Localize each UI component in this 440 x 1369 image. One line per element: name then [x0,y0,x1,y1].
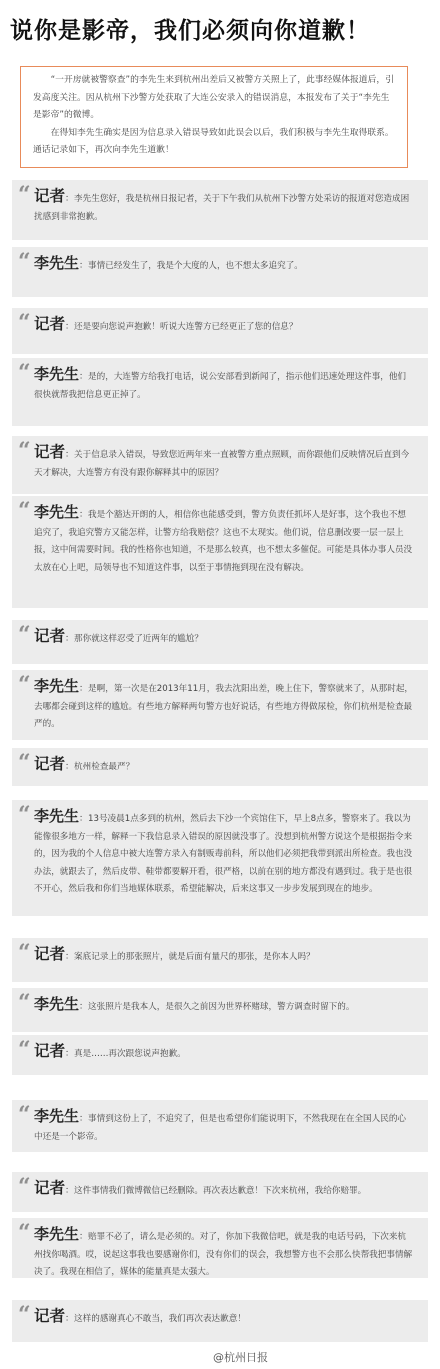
reporter-question [12,1172,428,1212]
reporter-question [12,308,428,354]
dialogue-line [34,1108,414,1146]
reporter-question [12,1300,428,1342]
speaker-name: 李先生 [34,503,80,521]
quote-mark-icon: “ [18,1302,31,1328]
quote-mark-icon: “ [18,438,31,464]
speaker-name: 李先生 [34,1225,80,1243]
speaker-colon: ： [65,322,75,332]
speaker-colon: ： [79,1232,89,1242]
quote-mark-icon: “ [18,360,31,386]
dialogue-line [34,1043,414,1064]
reporter-question [12,436,428,494]
dialogue-line [34,996,414,1017]
reporter-question [12,180,428,240]
speaker-name: 记者 [34,1179,66,1197]
speaker-name: 记者 [34,1307,66,1325]
source-watermark: @杭州日报 [213,1351,268,1364]
speaker-colon: ： [79,510,89,520]
speaker-name: 记者 [34,187,66,205]
dialogue-text: 关于信息录入错误，导致您近两年来一直被警方重点照顾，而你跟他们反映情况后直到今天才解决，大连警方有没有跟你解释其中的原因？ [34,450,410,478]
interviewee-answer [12,496,428,608]
speaker-colon: ： [79,684,89,694]
dialogue-line [34,444,414,482]
speaker-name: 李先生 [34,365,80,383]
speaker-name: 记者 [34,315,66,333]
speaker-name: 记者 [34,1042,66,1060]
dialogue-line [34,678,414,734]
dialogue-line [34,946,414,967]
speaker-colon: ： [79,261,89,271]
quote-mark-icon: “ [18,990,31,1016]
dialogue-text: 这件事情我们微博微信已经删除。再次表达歉意！下次来杭州，我给你赔罪。 [74,1186,367,1196]
page-title: 说你是影帝，我们必须向你道歉！ [10,18,370,44]
quote-mark-icon: “ [18,1037,31,1063]
speaker-colon: ： [65,1314,75,1324]
speaker-colon: ： [65,952,75,962]
quote-mark-icon: “ [18,182,31,208]
dialogue-line [34,1226,414,1282]
speaker-colon: ： [79,814,89,824]
dialogue-text: 13号凌晨1点多到的杭州，然后去下沙一个宾馆住下，早上8点多，警察来了。我以为能像很多地方一样，解释一下我信息录入错误的原因就没事了。没想到杭州警方说这个是根据指令来的，因为我的个人信息中被大连警方录入有制贩毒前科，所以他们必须把我带到派出所检查。我也没办法，就跟去了，然后皮带、鞋带都要解开看，很严格，以前在别的地方都没有遇到过。我于是也很不开心，然后我和你们当地媒体联系，希望能解决，后来这事又一步步发展到现在的地步。 [34,814,413,894]
dialogue-text: 李先生您好，我是杭州日报记者，关于下午我们从杭州下沙警方处采访的报道对您造成困扰感到非常抱歉。 [34,194,410,222]
dialogue-text: 赔罪不必了，请么是必须的。对了，你加下我微信吧，就是我的电话号码，下次来杭州找你喝酒。哎，说起这事我也要感谢你们，没有你们的误会，我想警方也不会那么快帮我把事情解决了。我现在相信了，媒体的能量真是太强大。 [34,1232,413,1277]
dialogue-line [34,808,414,899]
quote-mark-icon: “ [18,940,31,966]
dialogue-text: 我是个豁达开朗的人，相信你也能感受到，警方负责任抓坏人是好事，这个我也不想追究了，我追究警方又能怎样，让警方给我赔偿？这也不太现实。他们说，信息删改要一层一层上报，这中间需要时间。我的性格你也知道，不是那么较真，也不想太多催促。可能是具体办事人员没太放在心上吧，局领导也不知道这件事，以至于事情拖到现在没有解决。 [34,510,413,573]
dialogue-line [34,316,414,337]
dialogue-line [34,1308,414,1329]
intro-paragraph: 在得知李先生确实是因为信息录入错误导致如此误会以后，我们积极与李先生取得联系。通话记录如下，再次向李先生道歉！ [33,127,394,155]
dialogue-text: 是啊，第一次是在2013年11月，我去沈阳出差，晚上住下，警察就来了，从那时起，去哪都会碰到这样的尴尬。有些地方解释两句警方也好说话，有些地方得做尿检，你们杭州是检查最严的。 [34,684,414,729]
dialogue-text: 这张照片是我本人，是很久之前因为世界杯赌球，警方调查时留下的。 [88,1002,355,1012]
dialogue-line [34,756,414,777]
interviewee-answer [12,988,428,1032]
dialogue-text: 案底记录上的那张照片，就是后面有量尺的那张，是你本人吗？ [74,952,315,962]
speaker-colon: ： [65,762,75,772]
quote-mark-icon: “ [18,672,31,698]
dialogue-text: 那你就这样忍受了近两年的尴尬？ [74,634,203,644]
dialogue-line [34,188,414,226]
quote-mark-icon: “ [18,1220,31,1246]
reporter-question [12,1035,428,1075]
dialogue-text: 真是……再次跟您说声抱歉。 [74,1049,186,1059]
interviewee-answer [12,1100,428,1152]
speaker-colon: ： [79,1002,89,1012]
reporter-question [12,620,428,664]
quote-mark-icon: “ [18,802,31,828]
interviewee-answer [12,247,428,297]
dialogue-line [34,255,414,276]
speaker-colon: ： [65,450,75,460]
speaker-name: 李先生 [34,807,80,825]
quote-mark-icon: “ [18,310,31,336]
speaker-name: 记者 [34,755,66,773]
interviewee-answer [12,670,428,740]
quote-mark-icon: “ [18,622,31,648]
intro-box [20,66,408,168]
interviewee-answer [12,800,428,916]
quote-mark-icon: “ [18,249,31,275]
speaker-colon: ： [79,1114,89,1124]
dialogue-text: 是的，大连警方给我打电话，说公安部看到新闻了，指示他们迅速处理这件事，他们很快就帮我把信息更正掉了。 [34,372,407,400]
interviewee-answer [12,358,428,426]
speaker-name: 记者 [34,627,66,645]
dialogue-line [34,1180,414,1201]
dialogue-text: 还是要向您说声抱歉！听说大连警方已经更正了您的信息？ [74,322,298,332]
intro-paragraph: “一开房就被警察查”的李先生来到杭州出差后又被警方关照上了，此事经媒体报道后，引发高度关注。因从杭州下沙警方处获取了大连公安录入的错误消息，本报发布了关于“李先生是影帝”的微博。 [33,75,394,120]
speaker-name: 记者 [34,443,66,461]
dialogue-line [34,628,414,649]
quote-mark-icon: “ [18,498,31,524]
speaker-colon: ： [79,372,89,382]
reporter-question [12,748,428,786]
dialogue-line [34,504,414,577]
dialogue-text: 杭州检查最严？ [74,762,135,772]
dialogue-text: 这样的感谢真心不敢当，我们再次表达歉意！ [74,1314,246,1324]
interviewee-answer [12,1218,428,1278]
speaker-name: 记者 [34,945,66,963]
quote-mark-icon: “ [18,1102,31,1128]
speaker-colon: ： [65,634,75,644]
speaker-name: 李先生 [34,995,80,1013]
speaker-name: 李先生 [34,254,80,272]
dialogue-text: 事情已经发生了，我是个大度的人，也不想太多追究了。 [88,261,303,271]
reporter-question [12,938,428,982]
speaker-name: 李先生 [34,677,80,695]
speaker-colon: ： [65,194,75,204]
quote-mark-icon: “ [18,1174,31,1200]
speaker-colon: ： [65,1049,75,1059]
speaker-name: 李先生 [34,1107,80,1125]
dialogue-line [34,366,414,404]
dialogue-text: 事情到这份上了，不追究了，但是也希望你们能说明下，不然我现在在全国人民的心中还是一个影帝。 [34,1114,407,1142]
quote-mark-icon: “ [18,750,31,776]
speaker-colon: ： [65,1186,75,1196]
